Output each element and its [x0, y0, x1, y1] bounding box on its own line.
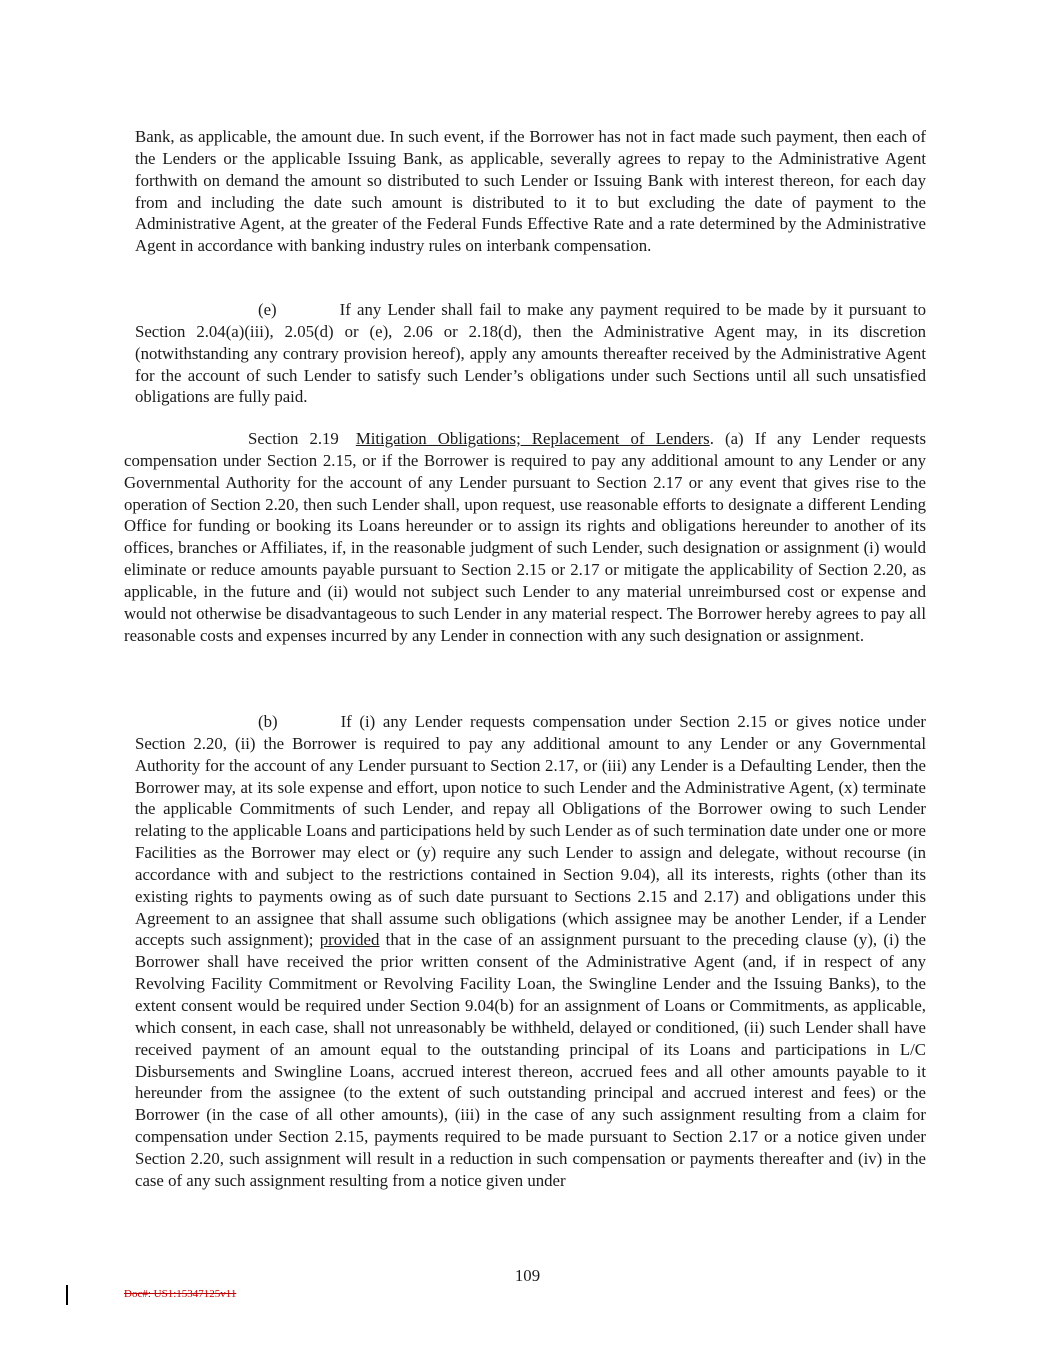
clause-label-b: (b) [258, 712, 278, 731]
clause-label-e: (e) [258, 300, 277, 319]
paragraph-e [135, 299, 926, 408]
section-2-19-text: . (a) If any Lender requests compensation under Section 2.15, or if the Borrower is required to pay any additional amount to any Lender or any Governmental Authority for the account of any Lender pursuant to Section 2.17 or any event that gives rise to the operation of Section 2.20, then such Lender shall, upon request, use reasonable efforts to designate a different Lending Office for funding or booking its Loans hereunder or to assign its rights and obligations hereunder to another of its offices, branches or Affiliates, if, in the reasonable judgment of such Lender, such designation or assignment (i) would eliminate or reduce amounts payable pursuant to Section 2.15 or 2.17 or mitigate the applicability of Section 2.20, as applicable, in the future and (ii) would not subject such Lender to any material unreimbursed cost or expense and would not otherwise be disadvantageous to such Lender in any material respect. The Borrower hereby agrees to pay all reasonable costs and expenses incurred by any Lender in connection with any such designation or assignment. [124, 429, 926, 645]
section-2-19 [124, 428, 926, 646]
paragraph-b [135, 711, 926, 1192]
provided-term: provided [319, 930, 380, 950]
paragraph-b-text-a: If (i) any Lender requests compensation under Section 2.15 or gives notice under Section 2.20, (ii) the Borrower is required to pay any additional amount to any Lender or any Governmental Authority for the account of any Lender pursuant to Section 2.17, or (iii) any Lender is a Defaulting Lender, then the Borrower may, at its sole expense and effort, upon notice to such Lender and the Administrative Agent, (x) terminate the applicable Commitments of such Lender, and repay all Obligations of the Borrower owing to such Lender relating to the applicable Loans and participations held by such Lender as of such termination date under one or more Facilities as the Borrower may elect or (y) require any such Lender to assign and delegate, without recourse (in accordance with and subject to the restrictions contained in Section 9.04), all its interests, rights (other than its existing rights to payments owing as of such date pursuant to Sections 2.15 and 2.17) and obligations under this Agreement to an assignee that shall assume such obligations (which assignee may be another Lender, if a Lender accepts such assignment); [135, 712, 926, 950]
revision-bar [66, 1285, 68, 1305]
paragraph-e-text: If any Lender shall fail to make any payment required to be made by it pursuant to Section 2.04(a)(iii), 2.05(d) or (e), 2.06 or 2.18(d), then the Administrative Agent may, in its discretion (notwithstanding any contrary provision hereof), apply any amounts thereafter received by the Administrative Agent for the account of such Lender to satisfy such Lender’s obligations under such Sections until all such unsatisfied obligations are fully paid. [135, 300, 926, 407]
section-number: Section 2.19 [248, 429, 339, 448]
paragraph-b-text-b: that in the case of an assignment pursuant to the preceding clause (y), (i) the Borrower shall have received the prior written consent of the Administrative Agent (and, if in respect of any Revolving Facility Commitment or Revolving Facility Loan, the Swingline Lender and the Issuing Banks), to the extent consent would be required under Section 9.04(b) for an assignment of Loans or Commitments, as applicable, which consent, in each case, shall not unreasonably be withheld, delayed or conditioned, (ii) such Lender shall have received payment of an amount equal to the outstanding principal of its Loans and participations in L/C Disbursements and Swingline Loans, accrued interest thereon, accrued fees and all other amounts payable to it hereunder from the assignee (to the extent of such outstanding principal and accrued interest and fees) or the Borrower (in the case of all other amounts), (iii) in the case of any such assignment resulting from a claim for compensation under Section 2.15, payments required to be made pursuant to Section 2.17 or a notice given under Section 2.20, such assignment will result in a reduction in such compensation or payments thereafter and (iv) in the case of any such assignment resulting from a notice given under [135, 930, 926, 1190]
page-number: 109 [514, 1266, 541, 1285]
document-id: Doc#: US1:15347125v11 [124, 1288, 237, 1300]
section-title: Mitigation Obligations; Replacement of Lenders [355, 429, 710, 448]
paragraph-continuation: Bank, as applicable, the amount due. In such event, if the Borrower has not in fact made such payment, then each of the Lenders or the applicable Issuing Bank, as applicable, severally agrees to repay to the Administrative Agent forthwith on demand the amount so distributed to such Lender or Issuing Bank with interest thereon, for each day from and including the date such amount is distributed to it to but excluding the date of payment to the Administrative Agent, at the greater of the Federal Funds Effective Rate and a rate determined by the Administrative Agent in accordance with banking industry rules on interbank compensation. [135, 127, 926, 256]
